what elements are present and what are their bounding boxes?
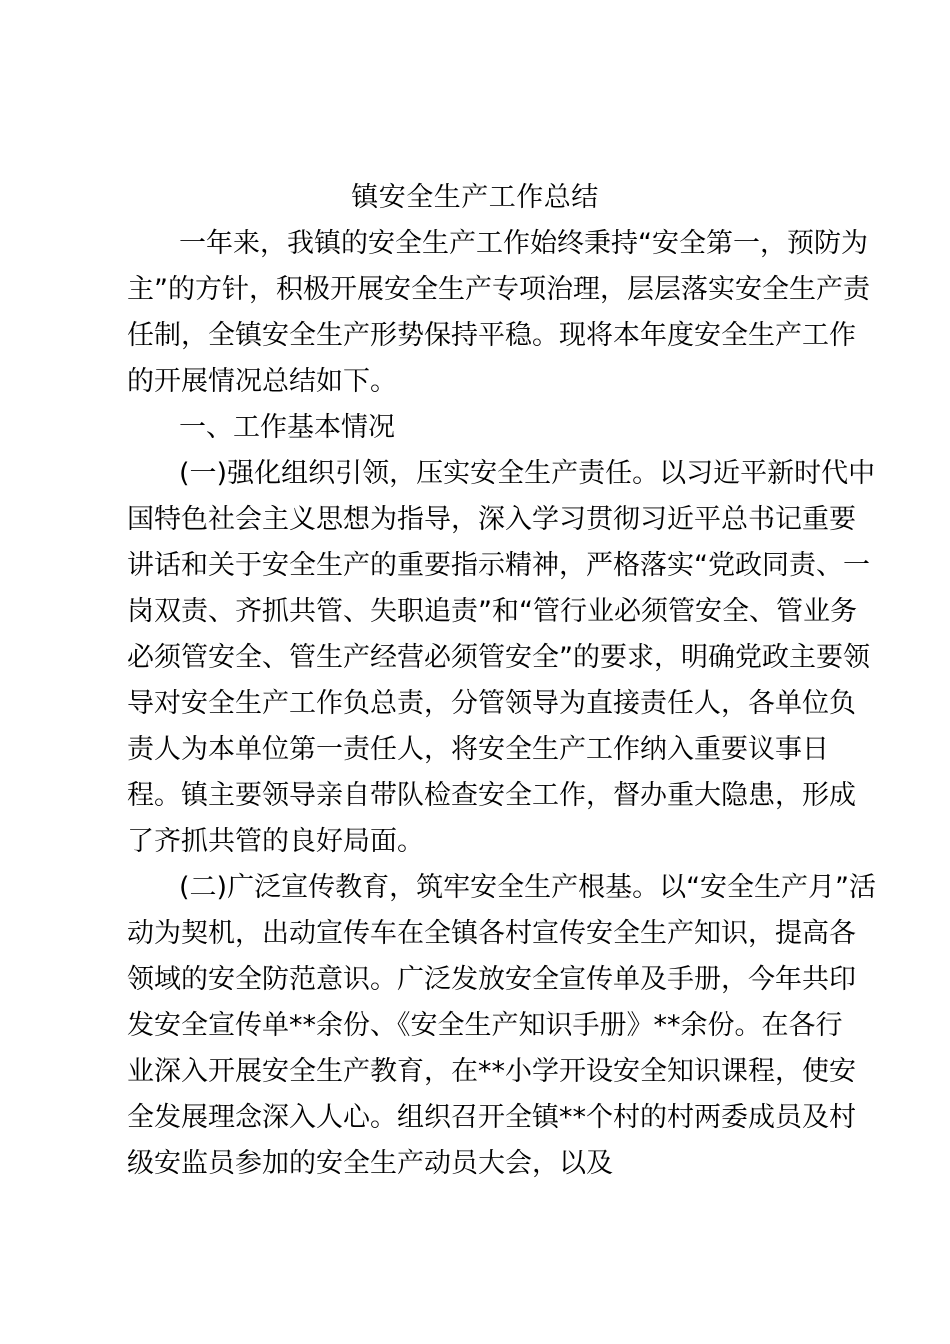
document-title: 镇安全生产工作总结 bbox=[351, 182, 599, 213]
paragraph-line: 级安监员参加的安全生产动员大会，以及 bbox=[127, 1148, 613, 1179]
paragraph-line: 的开展情况总结如下。 bbox=[127, 366, 397, 397]
paragraph-line: 了齐抓共管的良好局面。 bbox=[127, 826, 424, 857]
paragraph-line: 岗双责、齐抓共管、失职追责”和“管行业必须管安全、管业务 bbox=[127, 596, 857, 627]
paragraph-line: 领域的安全防范意识。广泛发放安全宣传单及手册，今年共印 bbox=[127, 964, 856, 995]
paragraph-line: 发安全宣传单**余份、《安全生产知识手册》**余份。在各行 bbox=[127, 1010, 843, 1041]
paragraph-line: 必须管安全、管生产经营必须管安全”的要求，明确党政主要领 bbox=[127, 642, 870, 673]
paragraph-line: 国特色社会主义思想为指导，深入学习贯彻习近平总书记重要 bbox=[127, 504, 856, 535]
paragraph-line: 导对安全生产工作负总责，分管领导为直接责任人，各单位负 bbox=[127, 688, 856, 719]
paragraph-line: (二)广泛宣传教育，筑牢安全生产根基。以“安全生产月”活 bbox=[179, 872, 877, 903]
paragraph-line: 全发展理念深入人心。组织召开全镇**个村的村两委成员及村 bbox=[127, 1102, 856, 1133]
paragraph-line: 动为契机，出动宣传车在全镇各村宣传安全生产知识，提高各 bbox=[127, 918, 856, 949]
paragraph-line: 讲话和关于安全生产的重要指示精神，严格落实“党政同责、一 bbox=[127, 550, 870, 581]
paragraph-line: 一年来，我镇的安全生产工作始终秉持“安全第一，预防为 bbox=[179, 228, 868, 259]
paragraph-line: 责人为本单位第一责任人，将安全生产工作纳入重要议事日 bbox=[127, 734, 829, 765]
paragraph-line: 程。镇主要领导亲自带队检查安全工作，督办重大隐患，形成 bbox=[127, 780, 856, 811]
paragraph-line: 业深入开展安全生产教育，在**小学开设安全知识课程，使安 bbox=[127, 1056, 856, 1087]
section-heading: 一、工作基本情况 bbox=[179, 412, 395, 443]
paragraph-line: (一)强化组织引领，压实安全生产责任。以习近平新时代中 bbox=[179, 458, 876, 489]
paragraph-line: 主”的方针，积极开展安全生产专项治理，层层落实安全生产责 bbox=[127, 274, 870, 305]
paragraph-line: 任制，全镇安全生产形势保持平稳。现将本年度安全生产工作 bbox=[127, 320, 856, 351]
